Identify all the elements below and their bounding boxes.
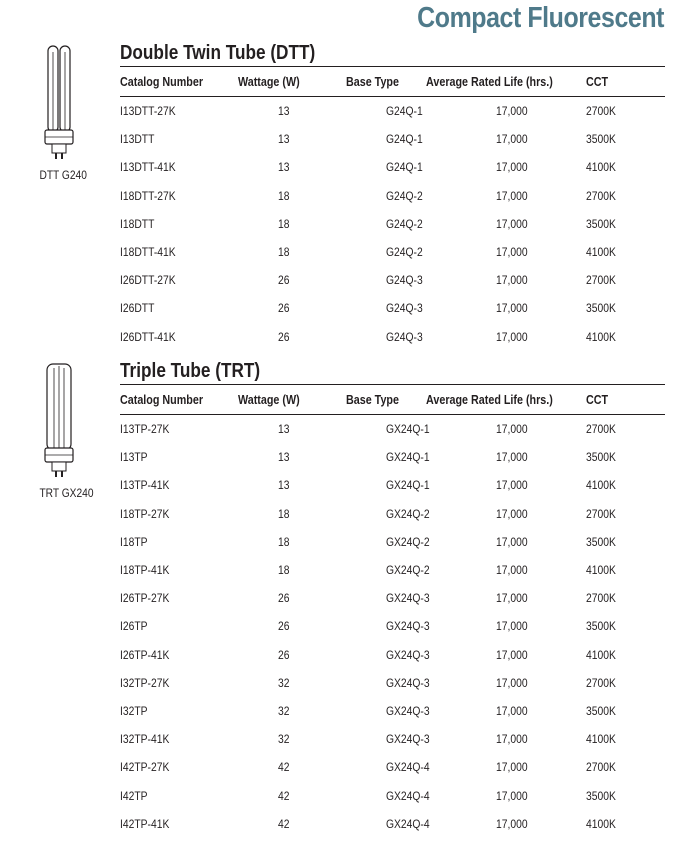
rated-life-cell: 17,000 (496, 534, 528, 549)
cct-cell: 4100K (586, 732, 616, 747)
catalog-number-cell: I13DTT (120, 132, 155, 147)
cct-cell: 2700K (586, 422, 616, 437)
rated-life-cell: 17,000 (496, 160, 528, 175)
cct-cell: 2700K (586, 273, 616, 288)
wattage-cell: 26 (278, 647, 290, 662)
catalog-number-cell: I26TP-41K (120, 647, 170, 662)
base-type-cell: G24Q-2 (386, 245, 423, 260)
base-type-cell: G24Q-1 (386, 160, 423, 175)
table-row (120, 641, 665, 669)
catalog-number-cell: I42TP (120, 788, 148, 803)
cct-cell: 2700K (586, 188, 616, 203)
catalog-number-cell: I26TP-27K (120, 591, 170, 606)
catalog-number-cell: I32TP-41K (120, 732, 170, 747)
table-row (120, 810, 665, 838)
cct-cell: 4100K (586, 245, 616, 260)
base-type-cell: GX24Q-3 (386, 703, 430, 718)
catalog-number-cell: I18DTT-41K (120, 245, 176, 260)
base-type-cell: G24Q-3 (386, 329, 423, 344)
wattage-cell: 18 (278, 216, 290, 231)
table-row (120, 238, 665, 266)
wattage-cell: 26 (278, 619, 290, 634)
table-row (120, 500, 665, 528)
cct-cell: 4100K (586, 160, 616, 175)
rated-life-cell: 17,000 (496, 132, 528, 147)
col-rated-life: Average Rated Life (hrs.) (426, 74, 553, 89)
rated-life-cell: 17,000 (496, 506, 528, 521)
catalog-number-cell: I32TP (120, 703, 148, 718)
rated-life-cell: 17,000 (496, 245, 528, 260)
wattage-cell: 32 (278, 732, 290, 747)
dtt-lamp-figure (36, 44, 87, 182)
trt-table (120, 384, 665, 838)
wattage-cell: 26 (278, 329, 290, 344)
table-row (120, 669, 665, 697)
base-type-cell: GX24Q-1 (386, 450, 430, 465)
table-row (120, 612, 665, 640)
col-cct: CCT (586, 392, 609, 407)
wattage-cell: 13 (278, 450, 290, 465)
col-base-type: Base Type (346, 74, 399, 89)
cct-cell: 2700K (586, 104, 616, 119)
table-row (120, 294, 665, 322)
dtt-section-title: Double Twin Tube (DTT) (120, 42, 316, 64)
base-type-cell: GX24Q-1 (386, 422, 430, 437)
rated-life-cell: 17,000 (496, 450, 528, 465)
rated-life-cell: 17,000 (496, 188, 528, 203)
catalog-number-cell: I18TP-41K (120, 563, 170, 578)
col-cct: CCT (586, 74, 609, 89)
dtt-table-header (120, 67, 665, 97)
base-type-cell: GX24Q-4 (386, 788, 430, 803)
cct-cell: 3500K (586, 450, 616, 465)
trt-table-body (120, 415, 665, 838)
trt-lamp-caption: TRT GX240 (39, 486, 94, 500)
table-row (120, 697, 665, 725)
wattage-cell: 42 (278, 788, 290, 803)
catalog-number-cell: I13TP (120, 450, 148, 465)
wattage-cell: 13 (278, 478, 290, 493)
rated-life-cell: 17,000 (496, 216, 528, 231)
table-row (120, 266, 665, 294)
cct-cell: 3500K (586, 703, 616, 718)
table-row (120, 182, 665, 210)
catalog-number-cell: I42TP-41K (120, 816, 170, 831)
table-row (120, 125, 665, 153)
wattage-cell: 18 (278, 245, 290, 260)
col-wattage: Wattage (W) (238, 392, 300, 407)
table-row (120, 781, 665, 809)
cct-cell: 4100K (586, 647, 616, 662)
base-type-cell: GX24Q-3 (386, 591, 430, 606)
catalog-number-cell: I13DTT-27K (120, 104, 176, 119)
table-row (120, 97, 665, 126)
wattage-cell: 13 (278, 422, 290, 437)
base-type-cell: G24Q-2 (386, 188, 423, 203)
rated-life-cell: 17,000 (496, 478, 528, 493)
base-type-cell: GX24Q-4 (386, 816, 430, 831)
table-row (120, 725, 665, 753)
rated-life-cell: 17,000 (496, 273, 528, 288)
base-type-cell: G24Q-1 (386, 104, 423, 119)
rated-life-cell: 17,000 (496, 732, 528, 747)
catalog-number-cell: I26TP (120, 619, 148, 634)
cct-cell: 3500K (586, 619, 616, 634)
trt-section-title: Triple Tube (TRT) (120, 360, 261, 382)
rated-life-cell: 17,000 (496, 104, 528, 119)
wattage-cell: 32 (278, 703, 290, 718)
wattage-cell: 18 (278, 563, 290, 578)
catalog-number-cell: I26DTT-41K (120, 329, 176, 344)
base-type-cell: GX24Q-3 (386, 619, 430, 634)
table-row (120, 584, 665, 612)
table-row (120, 753, 665, 781)
dtt-lamp-caption: DTT G240 (39, 168, 87, 182)
cct-cell: 4100K (586, 329, 616, 344)
wattage-cell: 26 (278, 591, 290, 606)
wattage-cell: 26 (278, 273, 290, 288)
catalog-number-cell: I13TP-41K (120, 478, 170, 493)
table-row (120, 415, 665, 444)
catalog-number-cell: I26DTT-27K (120, 273, 176, 288)
dtt-section (120, 40, 665, 351)
base-type-cell: GX24Q-1 (386, 478, 430, 493)
rated-life-cell: 17,000 (496, 703, 528, 718)
table-row (120, 528, 665, 556)
col-rated-life: Average Rated Life (hrs.) (426, 392, 553, 407)
cct-cell: 4100K (586, 563, 616, 578)
wattage-cell: 18 (278, 188, 290, 203)
wattage-cell: 13 (278, 132, 290, 147)
catalog-number-cell: I18TP (120, 534, 148, 549)
col-base-type: Base Type (346, 392, 399, 407)
cct-cell: 4100K (586, 478, 616, 493)
cct-cell: 2700K (586, 591, 616, 606)
catalog-number-cell: I32TP-27K (120, 675, 170, 690)
wattage-cell: 18 (278, 534, 290, 549)
dtt-table-body (120, 97, 665, 351)
cct-cell: 2700K (586, 506, 616, 521)
wattage-cell: 26 (278, 301, 290, 316)
table-row (120, 556, 665, 584)
cct-cell: 4100K (586, 816, 616, 831)
trt-table-header (120, 385, 665, 415)
base-type-cell: G24Q-2 (386, 216, 423, 231)
base-type-cell: G24Q-1 (386, 132, 423, 147)
catalog-number-cell: I13DTT-41K (120, 160, 176, 175)
table-row (120, 471, 665, 499)
wattage-cell: 42 (278, 760, 290, 775)
rated-life-cell: 17,000 (496, 563, 528, 578)
base-type-cell: GX24Q-2 (386, 563, 430, 578)
base-type-cell: GX24Q-3 (386, 732, 430, 747)
rated-life-cell: 17,000 (496, 675, 528, 690)
base-type-cell: GX24Q-4 (386, 760, 430, 775)
base-type-cell: G24Q-3 (386, 301, 423, 316)
base-type-cell: GX24Q-3 (386, 647, 430, 662)
rated-life-cell: 17,000 (496, 301, 528, 316)
cct-cell: 2700K (586, 760, 616, 775)
cct-cell: 3500K (586, 788, 616, 803)
base-type-cell: GX24Q-2 (386, 534, 430, 549)
dtt-table (120, 66, 665, 351)
rated-life-cell: 17,000 (496, 788, 528, 803)
rated-life-cell: 17,000 (496, 422, 528, 437)
table-row (120, 443, 665, 471)
base-type-cell: GX24Q-3 (386, 675, 430, 690)
rated-life-cell: 17,000 (496, 591, 528, 606)
base-type-cell: GX24Q-2 (386, 506, 430, 521)
rated-life-cell: 17,000 (496, 329, 528, 344)
col-wattage: Wattage (W) (238, 74, 300, 89)
catalog-number-cell: I13TP-27K (120, 422, 170, 437)
cct-cell: 3500K (586, 216, 616, 231)
table-row (120, 153, 665, 181)
catalog-number-cell: I42TP-27K (120, 760, 170, 775)
wattage-cell: 13 (278, 104, 290, 119)
catalog-number-cell: I18DTT-27K (120, 188, 176, 203)
trt-lamp-figure (36, 362, 94, 500)
catalog-number-cell: I26DTT (120, 301, 155, 316)
rated-life-cell: 17,000 (496, 647, 528, 662)
wattage-cell: 13 (278, 160, 290, 175)
rated-life-cell: 17,000 (496, 619, 528, 634)
cct-cell: 3500K (586, 301, 616, 316)
cct-cell: 2700K (586, 675, 616, 690)
dtt-lamp-icon (42, 44, 76, 162)
wattage-cell: 42 (278, 816, 290, 831)
trt-section (120, 358, 665, 838)
table-row (120, 323, 665, 351)
catalog-number-cell: I18TP-27K (120, 506, 170, 521)
table-row (120, 210, 665, 238)
catalog-number-cell: I18DTT (120, 216, 155, 231)
rated-life-cell: 17,000 (496, 816, 528, 831)
col-catalog-number: Catalog Number (120, 74, 204, 89)
cct-cell: 3500K (586, 132, 616, 147)
col-catalog-number: Catalog Number (120, 392, 204, 407)
page-title: Compact Fluorescent (417, 2, 664, 34)
trt-lamp-icon (42, 362, 76, 480)
base-type-cell: G24Q-3 (386, 273, 423, 288)
wattage-cell: 32 (278, 675, 290, 690)
rated-life-cell: 17,000 (496, 760, 528, 775)
cct-cell: 3500K (586, 534, 616, 549)
wattage-cell: 18 (278, 506, 290, 521)
